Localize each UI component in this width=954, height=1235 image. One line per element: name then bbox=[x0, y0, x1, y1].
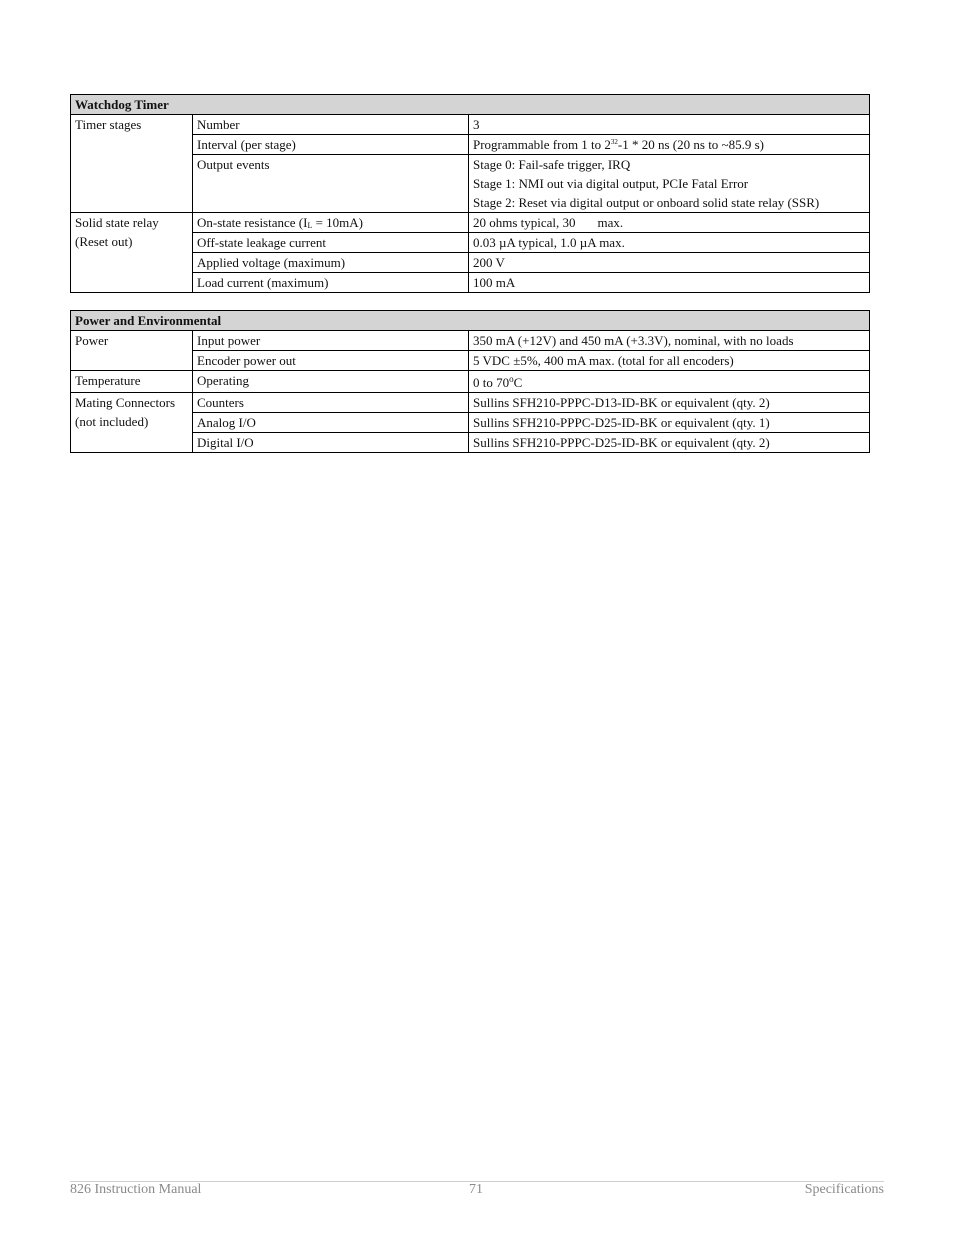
on-state-resistance-label bbox=[193, 213, 469, 233]
digital-io-value: Sullins SFH210-PPPC-D25-ID-BK or equivalent (qty. 2) bbox=[469, 433, 870, 453]
stage-1-text: Stage 1: NMI out via digital output, PCIe Fatal Error bbox=[473, 176, 749, 191]
watchdog-timer-table bbox=[70, 94, 870, 293]
stage-2-text: Stage 2: Reset via digital output or onboard solid state relay (SSR) bbox=[473, 195, 820, 210]
applied-voltage-label: Applied voltage (maximum) bbox=[193, 253, 469, 273]
table-header-row bbox=[71, 311, 870, 331]
interval-value bbox=[469, 135, 870, 155]
ssr-label-line-2: (Reset out) bbox=[75, 234, 133, 249]
table-row bbox=[71, 213, 870, 233]
interval-suffix: -1 * 20 ns (20 ns to ~85.9 s) bbox=[617, 137, 764, 152]
table-row bbox=[71, 371, 870, 393]
mating-label-line-1: Mating Connectors bbox=[75, 395, 176, 410]
interval-exponent: 32 bbox=[610, 138, 618, 146]
on-state-value-b: max. bbox=[597, 215, 624, 230]
footer-manual-title: 826 Instruction Manual bbox=[70, 1182, 202, 1197]
analog-io-value: Sullins SFH210-PPPC-D25-ID-BK or equivalent (qty. 1) bbox=[469, 413, 870, 433]
watchdog-timer-title: Watchdog Timer bbox=[71, 95, 870, 115]
power-label: Power bbox=[71, 331, 193, 371]
temperature-label: Temperature bbox=[71, 371, 193, 393]
table-row bbox=[71, 115, 870, 135]
power-environmental-table bbox=[70, 310, 870, 453]
footer-page-number: 71 bbox=[469, 1182, 483, 1197]
digital-io-label: Digital I/O bbox=[193, 433, 469, 453]
table-row bbox=[71, 331, 870, 351]
off-state-leakage-value: 0.03 µA typical, 1.0 µA max. bbox=[469, 233, 870, 253]
solid-state-relay-label bbox=[71, 213, 193, 293]
on-state-resistance-value bbox=[469, 213, 870, 233]
encoder-power-label: Encoder power out bbox=[193, 351, 469, 371]
operating-value-suffix: C bbox=[513, 375, 523, 390]
output-events-label: Output events bbox=[193, 155, 469, 213]
interval-label: Interval (per stage) bbox=[193, 135, 469, 155]
on-state-subscript: L bbox=[307, 221, 313, 230]
timer-stages-label: Timer stages bbox=[71, 115, 193, 213]
off-state-leakage-label: Off-state leakage current bbox=[193, 233, 469, 253]
number-value: 3 bbox=[469, 115, 870, 135]
on-state-prefix: On-state resistance (I bbox=[197, 215, 308, 230]
interval-prefix: Programmable from 1 to 2 bbox=[473, 137, 611, 152]
on-state-value-a: 20 ohms typical, 30 bbox=[473, 215, 576, 230]
footer-section-name: Specifications bbox=[804, 1182, 884, 1197]
table-header-row bbox=[71, 95, 870, 115]
ssr-label-line-1: Solid state relay bbox=[75, 215, 159, 230]
mating-connectors-label bbox=[71, 393, 193, 453]
stage-0-text: Stage 0: Fail-safe trigger, IRQ bbox=[473, 157, 631, 172]
encoder-power-value: 5 VDC ±5%, 400 mA max. (total for all encoders) bbox=[469, 351, 870, 371]
operating-value bbox=[469, 371, 870, 393]
output-events-value bbox=[469, 155, 870, 213]
input-power-label: Input power bbox=[193, 331, 469, 351]
table-row bbox=[71, 393, 870, 413]
operating-label: Operating bbox=[193, 371, 469, 393]
operating-value-prefix: 0 to 70 bbox=[473, 375, 510, 390]
on-state-suffix: = 10mA) bbox=[312, 215, 364, 230]
load-current-label: Load current (maximum) bbox=[193, 273, 469, 293]
applied-voltage-value: 200 V bbox=[469, 253, 870, 273]
degree-symbol: o bbox=[509, 374, 514, 384]
counters-value: Sullins SFH210-PPPC-D13-ID-BK or equivalent (qty. 2) bbox=[469, 393, 870, 413]
mating-label-line-2: (not included) bbox=[75, 414, 149, 429]
number-label: Number bbox=[193, 115, 469, 135]
analog-io-label: Analog I/O bbox=[193, 413, 469, 433]
input-power-value: 350 mA (+12V) and 450 mA (+3.3V), nominal, with no loads bbox=[469, 331, 870, 351]
load-current-value: 100 mA bbox=[469, 273, 870, 293]
power-environmental-title: Power and Environmental bbox=[71, 311, 870, 331]
counters-label: Counters bbox=[193, 393, 469, 413]
